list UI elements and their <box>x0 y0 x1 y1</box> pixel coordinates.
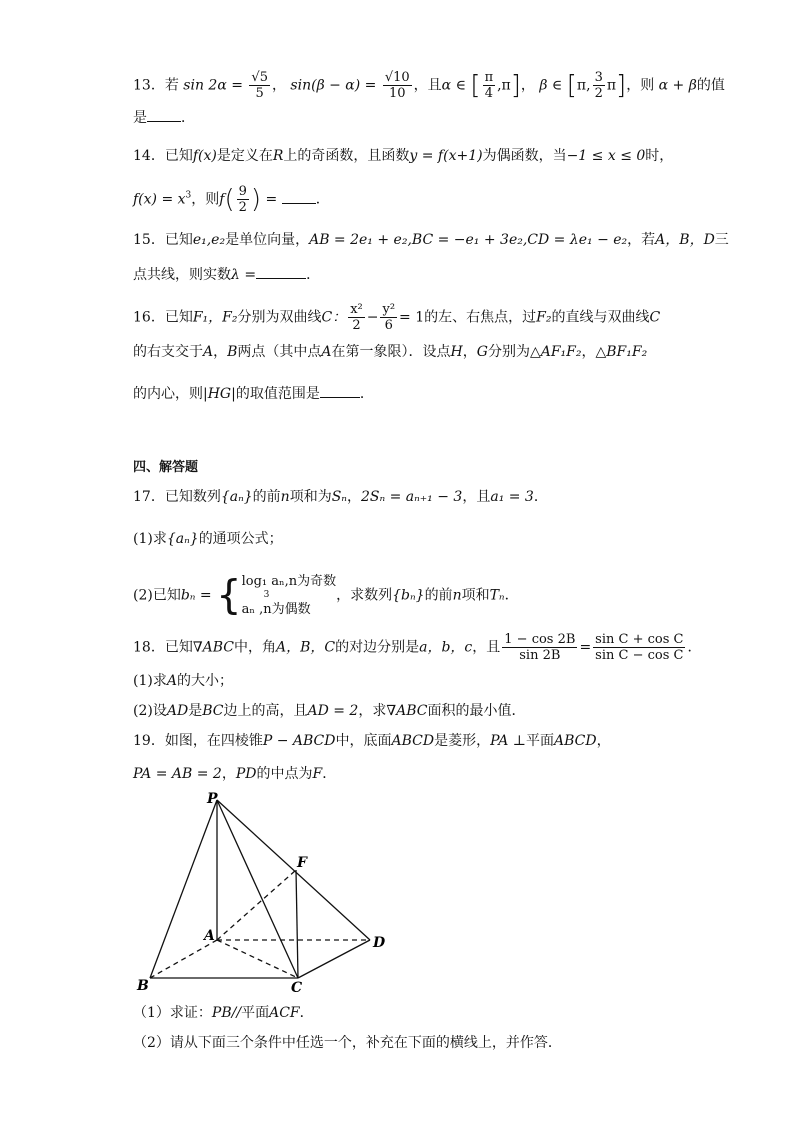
frac-denominator: sin 2B <box>519 648 561 663</box>
q16-text: 的取值范围是 <box>235 386 320 402</box>
q19-part2: （2）请从下面三个条件中任选一个，补充在下面的横线上，并作答． <box>133 1035 562 1051</box>
q15-lambda: λ = <box>231 267 257 283</box>
q13-int1-frac <box>483 70 496 101</box>
q16-minus: − <box>366 309 379 326</box>
frac-numerator: sin C + cos C <box>595 632 684 647</box>
left-bracket: [ <box>566 70 577 101</box>
q19-sep: ， <box>596 733 611 749</box>
q14-eq: = <box>265 191 278 208</box>
q16-line2 <box>133 342 647 362</box>
q13-int2-pi: π <box>606 77 617 94</box>
q16-text: 分别为 <box>487 344 530 360</box>
q16-foci: F₁，F₂ <box>192 309 238 326</box>
q16-hg: |HG| <box>203 386 236 402</box>
label-P: P <box>207 791 218 807</box>
q16-text: 已知 <box>164 309 193 326</box>
q13-sin2a: sin 2α = <box>183 77 243 94</box>
q17-part2-end: ． <box>504 587 519 604</box>
frac-numerator: π <box>484 70 494 85</box>
answer-blank <box>256 266 306 279</box>
q13-alpha-in: α ∈ <box>441 77 466 94</box>
q17-sn: Sₙ <box>331 489 347 505</box>
case1-text: log₁ aₙ,n为奇数 <box>241 574 337 589</box>
q18-number: 18． <box>133 639 165 656</box>
q18-part2 <box>133 701 525 721</box>
q18-line1 <box>133 632 701 663</box>
q18-part2-bc: BC <box>202 703 224 719</box>
q17-part2-text: ，求数列 <box>336 587 393 604</box>
q13-text: ，则 <box>626 77 655 94</box>
q14-cond: −1 ≤ x ≤ 0 <box>566 148 646 164</box>
q19-pyramid: P − ABCD <box>262 733 336 749</box>
q15-line1 <box>133 230 729 250</box>
q14-y: y = f(x+1) <box>409 148 483 164</box>
q16-f2: F₂ <box>536 309 552 326</box>
frac-numerator: x² <box>350 302 363 317</box>
q18-part2-label: (2)设 <box>133 703 167 719</box>
frac-numerator: y² <box>382 302 396 317</box>
q16-text: 的右支交于 <box>133 344 203 360</box>
q17-part2-tn: Tₙ <box>489 587 505 604</box>
q18-part1-label: (1)求 <box>133 673 167 689</box>
q19-text: 的中点为 <box>256 766 313 782</box>
q16-triangle2: △BF₁F₂ <box>595 344 648 360</box>
frac-denominator: 2 <box>594 86 603 101</box>
q17-text: 已知数列 <box>164 489 221 505</box>
q18-frac-right <box>593 632 685 663</box>
q19-sep: ， <box>221 766 236 782</box>
q18-triangle: ∇ABC <box>192 639 234 656</box>
q17-part2-bnset: {bₙ} <box>392 587 425 604</box>
q15-number: 15． <box>133 232 165 248</box>
q15-vector-defs: AB = 2e₁ + e₂,BC = −e₁ + 3e₂,CD = λe₁ − e₂ <box>309 232 628 248</box>
piecewise-rows <box>242 572 337 619</box>
q19-plane: ABCD <box>553 733 597 749</box>
q17-part1-an: {aₙ} <box>166 531 199 547</box>
q14-text: 是定义在 <box>216 148 273 164</box>
q15-text: ，若 <box>627 232 656 248</box>
section-title: 四、解答题 <box>133 460 199 475</box>
q13-frac1 <box>249 70 270 101</box>
q14-end: ． <box>315 191 330 208</box>
frac-denominator: 2 <box>238 200 247 215</box>
q16-eq: = 1 <box>399 309 425 326</box>
label-B: B <box>137 978 149 994</box>
q15-text: 点共线，则实数 <box>133 267 231 283</box>
q14-fx: f(x) <box>192 148 217 164</box>
q18-text: 中，角 <box>233 639 276 656</box>
left-brace: { <box>216 572 242 619</box>
q17-sep: ， <box>346 489 361 505</box>
q13-int1-end: ,π <box>497 77 511 94</box>
frac-denominator: 5 <box>255 86 264 101</box>
q14-text: 上的奇函数，且函数 <box>283 148 410 164</box>
q19-end: ． <box>322 766 337 782</box>
q19-part1 <box>133 1003 314 1023</box>
q18-part2-text: 面积的最小值． <box>427 703 526 719</box>
q17-part1-label: (1)求 <box>133 531 167 547</box>
q16-end: ． <box>359 386 374 402</box>
q16-text: 的直线与双曲线 <box>551 309 650 326</box>
q19-lengths: PA = AB = 2 <box>133 766 222 782</box>
edge-CF <box>296 870 298 978</box>
q15-line2 <box>133 265 320 285</box>
q13-int2-frac <box>593 70 605 101</box>
q16-text: ， <box>581 344 596 360</box>
q17-number: 17． <box>133 489 165 505</box>
q18-text: 的对边分别是 <box>335 639 420 656</box>
q16-text: 分别为双曲线 <box>237 309 322 326</box>
q19-base: ABCD <box>391 733 435 749</box>
q17-a1: a₁ = 3 <box>490 489 534 505</box>
q15-text: 三 <box>714 232 729 248</box>
q18-text: 已知 <box>164 639 193 656</box>
q17-part2-bn: bₙ = <box>180 587 212 604</box>
edge-AF <box>217 870 296 940</box>
q18-eq: = <box>579 639 592 656</box>
piecewise-definition <box>216 572 336 619</box>
q18-part2-ad: AD <box>166 703 189 719</box>
q18-part1-A: A <box>166 673 177 689</box>
label-F: F <box>297 855 307 871</box>
q19-text: 平面 <box>525 733 554 749</box>
q19-part1-label: （1）求证： <box>133 1005 212 1021</box>
q18-part1-text: 的大小； <box>176 673 233 689</box>
q17-part2 <box>133 572 519 619</box>
q18-part2-adeq: AD = 2 <box>307 703 359 719</box>
q18-text: ，且 <box>472 639 501 656</box>
q19-part1-end: ． <box>299 1005 314 1021</box>
q16-text: 的左、右焦点，过 <box>424 309 537 326</box>
answer-blank <box>320 385 360 398</box>
q16-line1 <box>133 302 660 333</box>
q13-sinba: sin(β − α) = <box>290 77 377 94</box>
q13-end: ． <box>181 110 195 126</box>
q17-text: ，且 <box>462 489 491 505</box>
frac-numerator: 9 <box>238 184 247 199</box>
q13-text: 是 <box>133 110 147 126</box>
q14-text: ，则 <box>191 191 220 208</box>
q18-angles: A，B，C <box>275 639 336 656</box>
q13-line2 <box>133 108 195 128</box>
q13-int2-start: π, <box>576 77 591 94</box>
q16-A: A <box>321 344 332 360</box>
q18-part2-triangle: ∇ABC <box>386 703 428 719</box>
q16-text: 在第一象限）．设点 <box>331 344 451 360</box>
q13-beta-in: β ∈ <box>539 77 563 94</box>
q17-part1-text: 的通项公式； <box>198 531 283 547</box>
q13-number: 13． <box>133 77 165 94</box>
piecewise-case2: aₙ ,n为偶数 <box>241 602 311 617</box>
left-paren: ( <box>224 184 235 215</box>
answer-blank <box>147 109 181 122</box>
label-D: D <box>373 935 386 951</box>
q14-power: 3 <box>185 190 192 201</box>
label-A: A <box>204 928 215 944</box>
edge-PB <box>150 800 217 978</box>
q14-text: 时， <box>645 148 674 164</box>
right-bracket: ] <box>510 70 521 101</box>
q16-number: 16． <box>133 309 165 326</box>
edge-CD <box>298 940 370 978</box>
q19-text: 如图，在四棱锥 <box>164 733 263 749</box>
answer-blank <box>282 191 316 204</box>
q13-text: 的值 <box>696 77 725 94</box>
q18-part2-text: 边上的高，且 <box>223 703 308 719</box>
q18-part2-text: ，求 <box>358 703 387 719</box>
edge-PC <box>217 800 298 978</box>
frac-numerator: 1 − cos 2B <box>504 632 576 647</box>
q13-expr: α + β <box>658 77 697 94</box>
q16-G: G <box>476 344 488 360</box>
frac-numerator: √10 <box>384 70 410 85</box>
piecewise-case1 <box>242 572 337 591</box>
q17-line1 <box>133 487 548 507</box>
right-bracket: ] <box>616 70 627 101</box>
q19-part1-expr: PB// <box>211 1005 242 1021</box>
q16-frac-x <box>348 302 365 333</box>
q17-part2-label: (2)已知 <box>133 587 181 604</box>
q14-frac <box>237 184 249 215</box>
q13-text: 若 <box>164 77 179 94</box>
q16-text: ， <box>462 344 477 360</box>
case1-log-base: 3 <box>263 590 270 600</box>
q19-part1-text: 平面 <box>241 1005 270 1021</box>
q14-text: 已知 <box>164 148 193 164</box>
q15-vectors: e₁,e₂ <box>192 232 226 248</box>
frac-numerator: √5 <box>251 70 268 85</box>
q16-text: 的内心，则 <box>133 386 203 402</box>
q18-part1 <box>133 671 233 691</box>
q19-text: 中，底面 <box>335 733 392 749</box>
q17-an: {aₙ} <box>220 489 253 505</box>
q14-number: 14． <box>133 148 165 164</box>
q16-C2: C <box>649 309 661 326</box>
q17-part2-n: n <box>452 587 462 604</box>
frac-denominator: 4 <box>484 86 493 101</box>
q15-text: 已知 <box>164 232 193 248</box>
label-C: C <box>291 980 303 996</box>
q17-part2-text: 的前 <box>424 587 453 604</box>
q18-frac-left <box>502 632 577 663</box>
q13-line1 <box>133 70 725 101</box>
q18-sides: a，b，c <box>419 639 473 656</box>
q14-R: R <box>272 148 284 164</box>
q19-F: F <box>312 766 323 782</box>
q16-line3 <box>133 384 374 404</box>
q16-triangle1: △AF₁F₂ <box>529 344 582 360</box>
q18-part2-text: 是 <box>188 703 203 719</box>
q16-text: ， <box>213 344 228 360</box>
left-bracket: [ <box>470 70 481 101</box>
q17-text: 的前 <box>252 489 281 505</box>
q17-n: n <box>280 489 290 505</box>
q13-sep: ， <box>271 77 286 94</box>
q17-end: ． <box>533 489 548 505</box>
q17-relation: 2Sₙ = aₙ₊₁ − 3 <box>360 489 463 505</box>
q19-line1 <box>133 731 611 751</box>
q14-fx-def: f(x) = x <box>133 191 186 208</box>
q19-number: 19． <box>133 733 165 749</box>
q19-perp: PA ⊥ <box>490 733 526 749</box>
right-paren: ) <box>250 184 262 215</box>
q18-end: ． <box>687 639 702 656</box>
q13-text: ，且 <box>413 77 442 94</box>
frac-denominator: 10 <box>388 86 406 101</box>
q19-pd: PD <box>235 766 257 782</box>
q15-text: 是单位向量， <box>225 232 310 248</box>
q16-text: 两点（其中点 <box>237 344 322 360</box>
q15-points: A，B，D <box>655 232 715 248</box>
q14-f: f <box>219 191 225 208</box>
q17-text: 项和为 <box>289 489 332 505</box>
q19-part1-plane: ACF <box>269 1005 300 1021</box>
q13-frac2 <box>383 70 412 101</box>
q17-part2-text: 项和 <box>461 587 490 604</box>
frac-denominator: 6 <box>384 318 393 333</box>
q16-C: C： <box>321 309 347 326</box>
q16-frac-y <box>380 302 397 333</box>
frac-numerator: 3 <box>594 70 603 85</box>
q16-A: A <box>203 344 214 360</box>
q13-sep: ， <box>520 77 535 94</box>
edge-AB <box>150 940 217 978</box>
q16-B: B <box>227 344 238 360</box>
frac-denominator: 2 <box>352 318 361 333</box>
q14-line1 <box>133 146 673 166</box>
q14-line2 <box>133 184 330 215</box>
q17-part1 <box>133 529 283 549</box>
q14-text: 为偶函数，当 <box>482 148 567 164</box>
edge-AC <box>217 940 298 978</box>
pyramid-figure <box>130 785 400 1000</box>
q19-text: 是菱形， <box>434 733 491 749</box>
q15-end: ． <box>306 267 321 283</box>
frac-denominator: sin C − cos C <box>595 648 684 663</box>
q19-line2 <box>133 764 336 784</box>
q16-H: H <box>450 344 463 360</box>
